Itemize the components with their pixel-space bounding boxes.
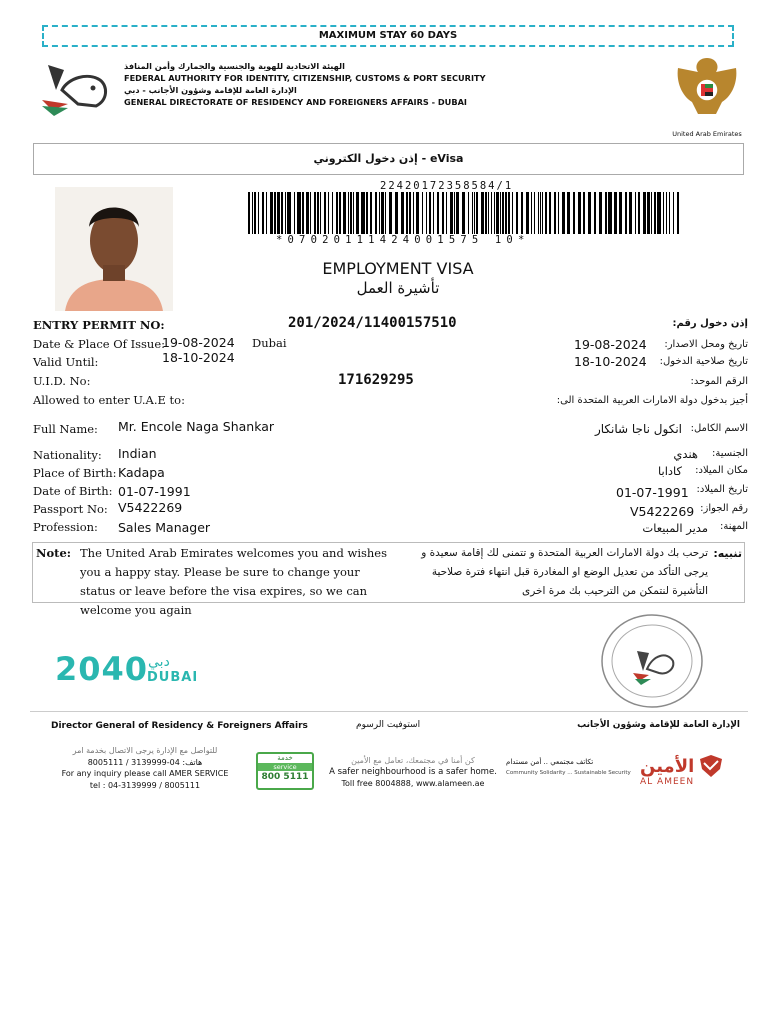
barcode-bar — [669, 192, 670, 234]
profession-label: Profession: — [33, 520, 98, 534]
dob-label-ar: تاريخ الميلاد: — [696, 484, 748, 495]
emblem-caption: United Arab Emirates — [672, 130, 742, 138]
nationality-label: Nationality: — [33, 448, 102, 462]
barcode-bar — [409, 192, 411, 234]
barcode-bar — [583, 192, 585, 234]
barcode-bar — [494, 192, 495, 234]
barcode-bar — [531, 192, 532, 234]
barcode-bar — [437, 192, 439, 234]
full-name-value-ar: انكول ناجا شانكار — [594, 422, 682, 436]
barcode-bar — [310, 192, 311, 234]
service-number: 800 5111 — [261, 772, 309, 782]
profession-value: Sales Manager — [118, 520, 211, 535]
barcode-bar — [491, 192, 492, 234]
authority-ar-1: الهيئة الاتحادية للهوية والجنسية والجمارك وأمن المنافذ — [124, 61, 345, 71]
nationality-label-ar: الجنسية: — [712, 448, 748, 459]
barcode-bar — [281, 192, 283, 234]
barcode-bar — [456, 192, 459, 234]
barcode-bar — [496, 192, 499, 234]
entry-permit-value: 201/2024/11400157510 — [288, 315, 457, 331]
dubai-2040-en: DUBAI — [147, 670, 199, 685]
barcode-bar — [608, 192, 612, 234]
birth-place-value: Kadapa — [118, 465, 165, 480]
barcode-bar — [647, 192, 650, 234]
barcode-bar — [625, 192, 627, 234]
full-name-label-ar: الاسم الكامل: — [690, 423, 748, 434]
issue-label-ar: تاريخ ومحل الاصدار: — [664, 339, 748, 350]
amer-en-2: tel : 04-3139999 / 8005111 — [89, 780, 201, 790]
birth-place-label-ar: مكان الميلاد: — [695, 465, 748, 476]
valid-value: 18-10-2024 — [162, 350, 235, 365]
barcode-bar — [248, 192, 250, 234]
barcode-bar — [558, 192, 559, 234]
barcode-bar — [599, 192, 602, 234]
entry-permit-label: ENTRY PERMIT NO: — [33, 318, 165, 332]
barcode-bar — [343, 192, 346, 234]
uid-value: 171629295 — [338, 372, 414, 388]
barcode-bar — [328, 192, 329, 234]
barcode-bar — [643, 192, 646, 234]
barcode-bar — [481, 192, 484, 234]
full-name-value: Mr. Encole Naga Shankar — [118, 419, 275, 434]
uid-label: U.I.D. No: — [33, 374, 91, 388]
barcode-bar — [540, 192, 541, 234]
barcode-bar — [508, 192, 510, 234]
passport-label-ar: رقم الجواز: — [700, 503, 748, 514]
amer-en-1: For any inquiry please call AMER SERVICE — [61, 769, 229, 778]
valid-value-ar: 18-10-2024 — [574, 354, 647, 369]
barcode-bar — [348, 192, 349, 234]
barcode-bar — [254, 192, 256, 234]
al-ameen-ar: الأمين — [640, 755, 695, 777]
director-label: Director General of Residency & Foreigners Affairs — [51, 721, 308, 731]
amer-ar-2: هاتف: 04-3139999 / 8005111 — [87, 757, 203, 767]
uid-label-ar: الرقم الموحد: — [690, 376, 748, 387]
note-text-ar: ترحب بك دولة الامارات العربية المتحدة و تتمنى لك إقامة سعيدة و يرجى التأكد من تعديل الوضع او المغادرة قبل انتهاء فترة صلاحية التأشيرة لنتمكن من الترحيب بك مرة اخرى — [421, 547, 708, 597]
valid-label-ar: تاريخ صلاحية الدخول: — [659, 356, 748, 367]
barcode-bar — [614, 192, 617, 234]
dob-label: Date of Birth: — [33, 484, 113, 498]
birth-place-value-ar: كادابا — [658, 464, 682, 478]
footer-divider — [30, 711, 748, 712]
barcode-bar — [638, 192, 640, 234]
barcode-bar — [366, 192, 368, 234]
barcode-bar — [353, 192, 354, 234]
barcode-bar — [442, 192, 444, 234]
barcode-bar — [538, 192, 539, 234]
barcode-bar — [433, 192, 434, 234]
barcode-bar — [297, 192, 301, 234]
barcode-bar — [277, 192, 280, 234]
barcode-bar — [350, 192, 352, 234]
barcode-bar — [567, 192, 570, 234]
birth-place-label: Place of Birth: — [33, 466, 117, 480]
applicant-photo — [55, 187, 173, 311]
al-ameen-en: AL AMEEN — [640, 777, 695, 787]
barcode-bar — [516, 192, 518, 234]
barcode-bar — [468, 192, 469, 234]
barcode-bar — [285, 192, 286, 234]
barcode-bar — [654, 192, 656, 234]
al-ameen-logo — [640, 755, 740, 787]
nationality-value-ar: هندي — [673, 447, 698, 461]
barcode-bar — [258, 192, 259, 234]
note-label-ar: تنبيه: — [713, 547, 742, 560]
uae-emblem-icon — [668, 52, 746, 122]
gdrfa-falcon-logo — [38, 60, 120, 122]
barcode-bar — [426, 192, 427, 234]
al-ameen-slogan — [328, 755, 498, 790]
barcode-bar — [534, 192, 535, 234]
note-text: The United Arab Emirates welcomes you and wishes you a happy stay. Please be sure to change your status or leave before the visa expires, so we can welcome you again — [80, 546, 388, 617]
barcode-bar — [542, 192, 543, 234]
barcode-bar — [666, 192, 667, 234]
barcode-bar — [395, 192, 398, 234]
safer-ar: كن أمنا في مجتمعك، تعامل مع الأمين — [351, 756, 475, 765]
issue-date-ar: 19-08-2024 — [574, 337, 647, 352]
barcode-bar — [663, 192, 664, 234]
service-ar: خدمة — [277, 754, 293, 762]
barcode-bar — [446, 192, 447, 234]
barcode-bar — [274, 192, 276, 234]
barcode-bar — [401, 192, 404, 234]
community-en: Community Solidarity ... Sustainable Security — [506, 770, 631, 776]
barcode-bar — [389, 192, 392, 234]
barcode-bar — [450, 192, 453, 234]
barcode-bar — [476, 192, 478, 234]
barcode-bar — [545, 192, 547, 234]
gdrfa-label-ar: الإدارة العامة للإقامة وشؤون الأجانب — [577, 720, 740, 730]
al-ameen-shield-icon — [698, 755, 724, 777]
barcode-bar — [413, 192, 414, 234]
profession-value-ar: مدير المبيعات — [642, 521, 708, 535]
barcode-bar — [252, 192, 253, 234]
barcode-bar — [619, 192, 622, 234]
passport-value: V5422269 — [118, 500, 183, 515]
safer-en-2: Toll free 8004888, www.alameen.ae — [341, 779, 485, 788]
dob-value: 01-07-1991 — [118, 484, 191, 499]
evisa-title: إذن دخول الكتروني - eVisa — [33, 143, 744, 175]
community-slogan — [506, 757, 631, 779]
profession-label-ar: المهنة: — [720, 521, 748, 532]
barcode-bar — [332, 192, 333, 234]
issue-place: Dubai — [252, 336, 287, 350]
full-name-label: Full Name: — [33, 422, 98, 436]
barcode-bar — [302, 192, 304, 234]
barcode-bar — [429, 192, 431, 234]
barcode-bar — [502, 192, 504, 234]
visa-type-ar: تأشيرة العمل — [356, 279, 440, 297]
passport-value-ar: V5422269 — [630, 504, 695, 519]
barcode-bar — [370, 192, 372, 234]
barcode-bar — [381, 192, 384, 234]
barcode-bar — [385, 192, 386, 234]
barcode-bar — [314, 192, 316, 234]
barcode-bar — [485, 192, 487, 234]
barcode-bar — [375, 192, 377, 234]
dubai-2040-ar: دبي — [148, 654, 170, 670]
barcode-bar — [651, 192, 652, 234]
dubai-2040-number: 2040 — [55, 650, 149, 688]
barcode-bar — [472, 192, 473, 234]
max-stay-banner: MAXIMUM STAY 60 DAYS — [42, 25, 734, 47]
service-en: service — [258, 763, 312, 771]
barcode-bar — [306, 192, 309, 234]
barcode-bar — [320, 192, 321, 234]
barcode-bar — [356, 192, 359, 234]
nationality-value: Indian — [118, 446, 157, 461]
barcode-bar — [500, 192, 501, 234]
barcode-bar — [294, 192, 295, 234]
amer-ar-1: للتواصل مع الإدارة يرجى الاتصال بخدمة امر — [72, 746, 218, 755]
official-seal-icon — [597, 611, 707, 711]
allowed-label-ar: أجيز بدخول دولة الامارات العربية المتحدة الى: — [556, 395, 748, 406]
barcode-bar — [416, 192, 419, 234]
barcode-bar — [677, 192, 679, 234]
valid-label: Valid Until: — [33, 355, 99, 369]
authority-block — [124, 60, 486, 108]
barcode-bar — [379, 192, 380, 234]
barcode-bar — [573, 192, 575, 234]
issue-label: Date & Place Of Issue: — [33, 337, 165, 351]
barcode-bar — [324, 192, 326, 234]
authority-en-1: FEDERAL AUTHORITY FOR IDENTITY, CITIZENSHIP, CUSTOMS & PORT SECURITY — [124, 73, 486, 83]
barcode-bar — [635, 192, 636, 234]
barcode-top-number: 22420172358584/1 — [380, 180, 514, 192]
fees-label-ar: استوفيت الرسوم — [356, 720, 421, 730]
barcode-bar — [554, 192, 556, 234]
barcode-bar — [673, 192, 674, 234]
barcode-bar — [270, 192, 273, 234]
barcode-bar — [287, 192, 291, 234]
barcode-bar — [336, 192, 338, 234]
service-800-badge — [256, 752, 314, 790]
community-ar: تكاتف مجتمعي .. أمن مستدام — [506, 758, 594, 766]
barcode-bar — [562, 192, 565, 234]
barcode-bar — [629, 192, 632, 234]
safer-en-1: A safer neighbourhood is a safer home. — [329, 766, 497, 777]
authority-en-2: GENERAL DIRECTORATE OF RESIDENCY AND FOREIGNERS AFFAIRS - DUBAI — [124, 97, 467, 107]
visa-type-en: EMPLOYMENT VISA — [322, 259, 474, 278]
barcode-bar — [512, 192, 513, 234]
barcode-bar — [594, 192, 596, 234]
allowed-label: Allowed to enter U.A.E to: — [33, 393, 185, 407]
barcode-bar — [361, 192, 365, 234]
amer-contact — [54, 745, 236, 791]
note-label: Note: — [36, 546, 72, 560]
authority-ar-2: الإدارة العامة للإقامة وشؤون الأجانب - دبي — [124, 85, 297, 95]
barcode-bar — [474, 192, 475, 234]
barcode-bar — [605, 192, 607, 234]
barcode-bar — [657, 192, 661, 234]
barcode-bar — [454, 192, 455, 234]
barcode — [248, 192, 680, 234]
barcode-bar — [488, 192, 489, 234]
dob-value-ar: 01-07-1991 — [616, 485, 689, 500]
entry-permit-label-ar: إذن دخول رقم: — [672, 318, 748, 329]
barcode-bar — [262, 192, 264, 234]
barcode-bar — [526, 192, 529, 234]
barcode-bar — [339, 192, 341, 234]
barcode-bar — [521, 192, 523, 234]
barcode-bar — [588, 192, 591, 234]
barcode-bottom-number: *07020111424001575 10* — [276, 234, 530, 246]
barcode-bar — [505, 192, 507, 234]
barcode-bar — [406, 192, 408, 234]
passport-label: Passport No: — [33, 502, 108, 516]
barcode-bar — [266, 192, 267, 234]
barcode-bar — [422, 192, 423, 234]
barcode-bar — [578, 192, 581, 234]
barcode-bar — [462, 192, 465, 234]
barcode-bar — [549, 192, 551, 234]
barcode-bar — [317, 192, 319, 234]
issue-date: 19-08-2024 — [162, 335, 235, 350]
